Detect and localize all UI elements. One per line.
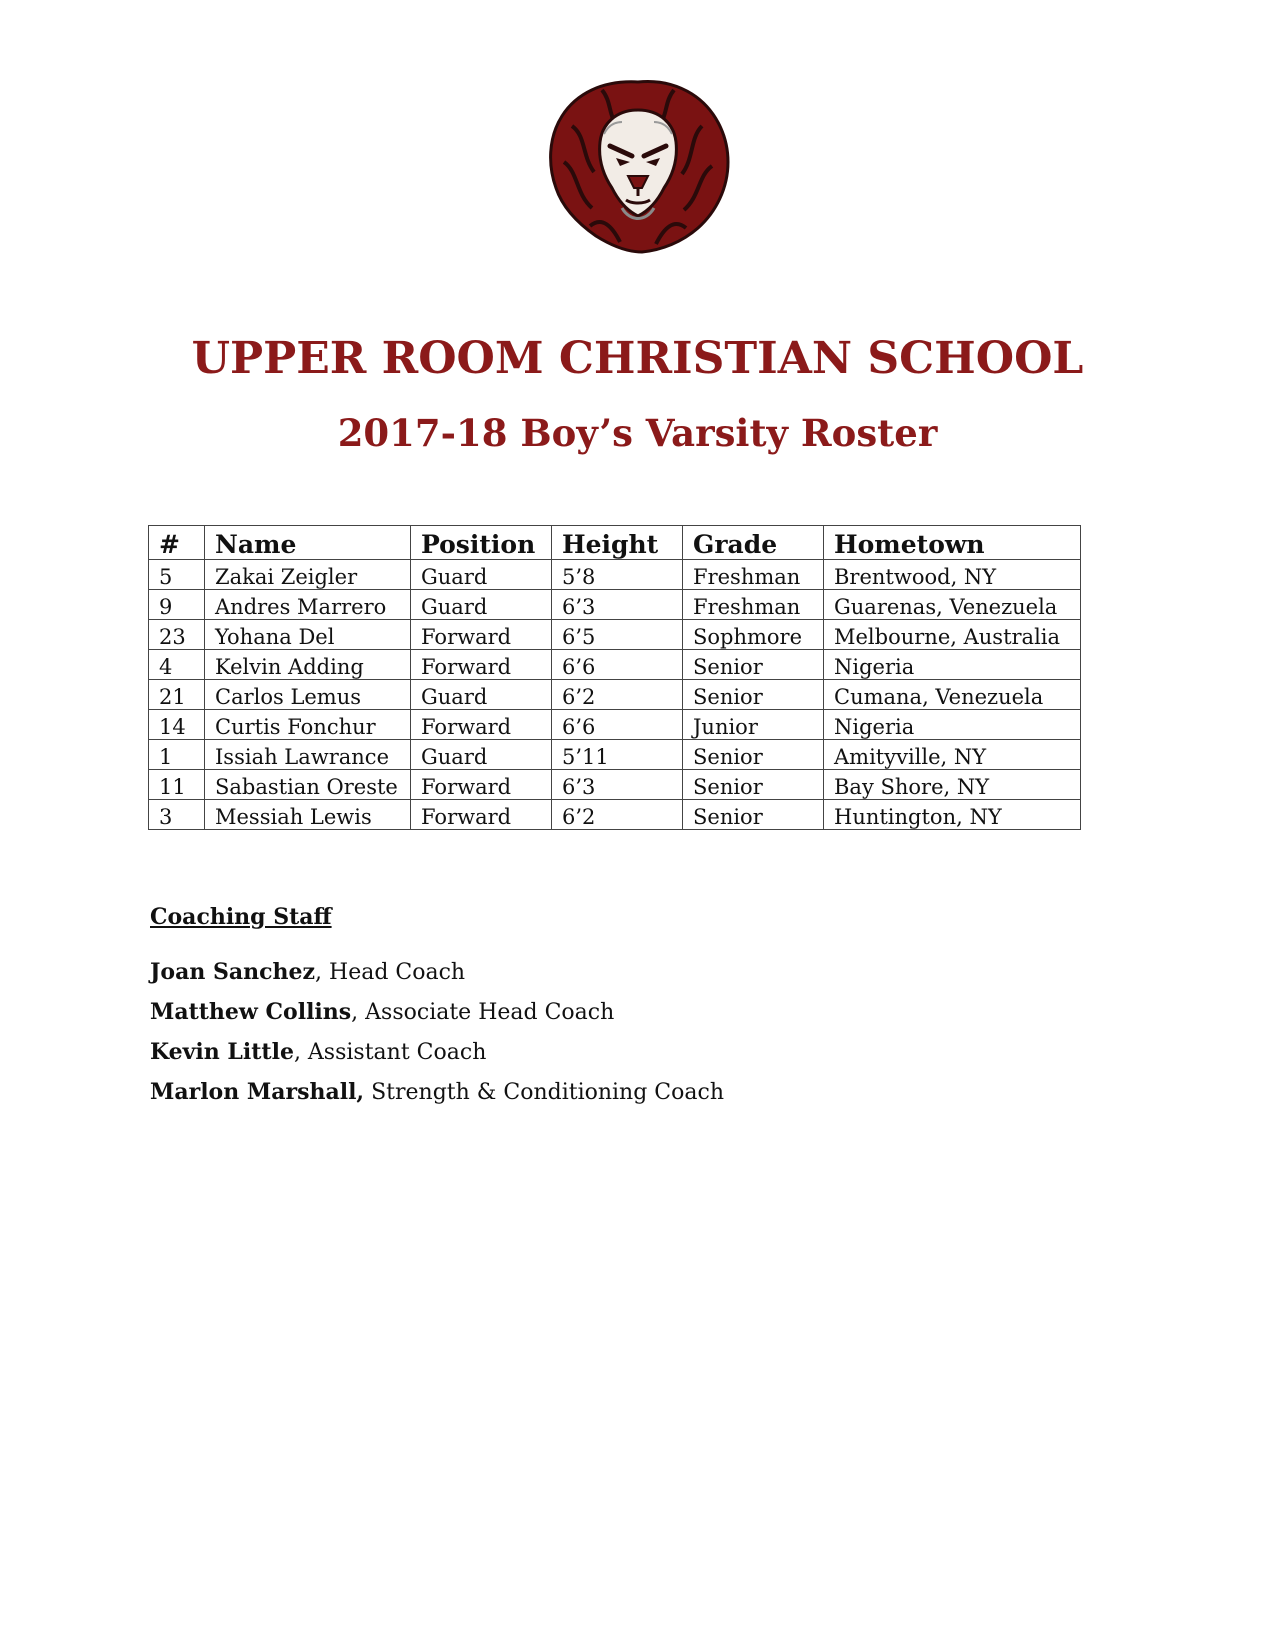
coaching-staff-heading: Coaching Staff — [150, 904, 332, 930]
player-height: 6’6 — [552, 710, 683, 740]
player-height: 6’5 — [552, 620, 683, 650]
player-height: 6’2 — [552, 800, 683, 830]
player-height: 6’3 — [552, 590, 683, 620]
player-position: Guard — [411, 590, 552, 620]
player-height: 5’8 — [552, 560, 683, 590]
player-hometown: Nigeria — [824, 710, 1081, 740]
table-row — [149, 740, 1081, 770]
roster-table — [148, 525, 1081, 830]
coaching-staff-section — [150, 902, 724, 1112]
staff-role: Strength & Conditioning Coach — [364, 1080, 724, 1105]
staff-role: , Head Coach — [315, 960, 466, 985]
player-grade: Sophmore — [683, 620, 824, 650]
table-row — [149, 710, 1081, 740]
player-hometown: Amityville, NY — [824, 740, 1081, 770]
player-number: 21 — [149, 680, 205, 710]
column-header-height: Height — [552, 526, 683, 560]
player-number: 4 — [149, 650, 205, 680]
player-name: Andres Marrero — [205, 590, 411, 620]
player-grade: Senior — [683, 680, 824, 710]
player-height: 5’11 — [552, 740, 683, 770]
player-grade: Freshman — [683, 560, 824, 590]
player-grade: Senior — [683, 770, 824, 800]
player-position: Forward — [411, 770, 552, 800]
player-hometown: Nigeria — [824, 650, 1081, 680]
player-hometown: Brentwood, NY — [824, 560, 1081, 590]
player-name: Issiah Lawrance — [205, 740, 411, 770]
player-number: 9 — [149, 590, 205, 620]
staff-role: , Associate Head Coach — [351, 1000, 615, 1025]
table-row — [149, 650, 1081, 680]
player-hometown: Huntington, NY — [824, 800, 1081, 830]
column-header-name: Name — [205, 526, 411, 560]
table-row — [149, 770, 1081, 800]
table-row — [149, 800, 1081, 830]
player-position: Forward — [411, 650, 552, 680]
player-height: 6’2 — [552, 680, 683, 710]
staff-role: , Assistant Coach — [293, 1040, 487, 1065]
player-hometown: Cumana, Venezuela — [824, 680, 1081, 710]
player-position: Guard — [411, 680, 552, 710]
staff-name: Marlon Marshall, — [150, 1079, 365, 1105]
table-row — [149, 680, 1081, 710]
player-grade: Junior — [683, 710, 824, 740]
player-grade: Senior — [683, 740, 824, 770]
staff-name: Joan Sanchez — [150, 959, 316, 985]
player-number: 23 — [149, 620, 205, 650]
staff-member — [150, 1032, 724, 1072]
player-name: Curtis Fonchur — [205, 710, 411, 740]
player-grade: Senior — [683, 800, 824, 830]
player-hometown: Melbourne, Australia — [824, 620, 1081, 650]
player-grade: Freshman — [683, 590, 824, 620]
school-name: UPPER ROOM CHRISTIAN SCHOOL — [191, 333, 1084, 384]
table-row — [149, 590, 1081, 620]
player-number: 14 — [149, 710, 205, 740]
player-position: Forward — [411, 620, 552, 650]
player-position: Forward — [411, 710, 552, 740]
player-name: Messiah Lewis — [205, 800, 411, 830]
player-position: Forward — [411, 800, 552, 830]
player-name: Kelvin Adding — [205, 650, 411, 680]
player-position: Guard — [411, 560, 552, 590]
player-position: Guard — [411, 740, 552, 770]
column-header-position: Position — [411, 526, 552, 560]
player-name: Zakai Zeigler — [205, 560, 411, 590]
player-hometown: Bay Shore, NY — [824, 770, 1081, 800]
player-grade: Senior — [683, 650, 824, 680]
table-row — [149, 560, 1081, 590]
staff-name: Kevin Little — [150, 1039, 294, 1065]
table-header-row — [149, 526, 1081, 560]
player-number: 11 — [149, 770, 205, 800]
player-number: 3 — [149, 800, 205, 830]
column-header-grade: Grade — [683, 526, 824, 560]
player-height: 6’6 — [552, 650, 683, 680]
roster-title: 2017-18 Boy’s Varsity Roster — [337, 411, 938, 455]
staff-member — [150, 1072, 724, 1112]
lion-head-logo-icon — [542, 76, 734, 256]
player-height: 6’3 — [552, 770, 683, 800]
column-header-hometown: Hometown — [824, 526, 1081, 560]
player-name: Yohana Del — [205, 620, 411, 650]
table-row — [149, 620, 1081, 650]
player-name: Carlos Lemus — [205, 680, 411, 710]
player-number: 1 — [149, 740, 205, 770]
column-header-number: # — [149, 526, 205, 560]
player-name: Sabastian Oreste — [205, 770, 411, 800]
staff-name: Matthew Collins — [150, 999, 352, 1025]
staff-member — [150, 952, 724, 992]
player-hometown: Guarenas, Venezuela — [824, 590, 1081, 620]
player-number: 5 — [149, 560, 205, 590]
staff-member — [150, 992, 724, 1032]
